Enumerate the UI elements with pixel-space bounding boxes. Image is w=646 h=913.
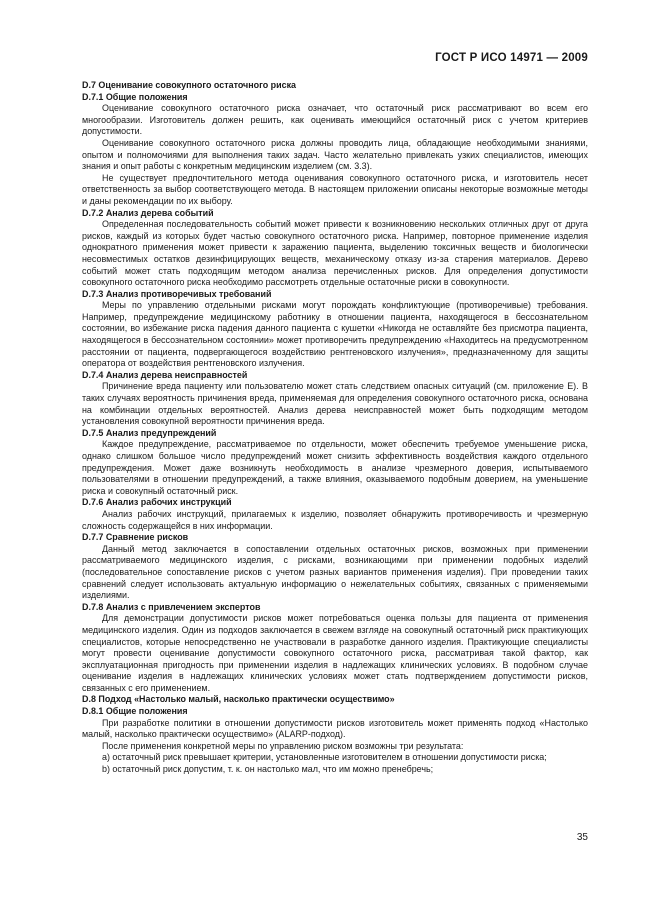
section-heading: D.8 Подход «Настолько малый, насколько практически осуществимо» xyxy=(82,694,395,705)
section-heading: D.7.5 Анализ предупреждений xyxy=(82,427,217,438)
section-heading: D.7.2 Анализ дерева событий xyxy=(82,207,214,218)
paragraph: Анализ рабочих инструкций, прилагаемых к изделию, позволяет обнаружить противоречивость и чрезмерную сложность содержащейся в них информации. xyxy=(82,508,588,531)
paragraph: Оценивание совокупного остаточного риска означает, что остаточный риск рассматривают во всем его многообразии. Изготовитель должен решить, как оценивать имеющийся остаточный риск с учетом критериев допустимости. xyxy=(82,103,588,137)
paragraph: Причинение вреда пациенту или пользователю может стать следствием опасных ситуаций (см. приложение Е). В таких случаях вероятность причинения вреда, применяемая для определения совокупного остаточного риска, основана на комбинации отдельных вероятностей. Анализ дерева неисправностей может быть подходящим методом установления совокупной вероятности причинения вреда. xyxy=(82,381,588,427)
list-item: b) остаточный риск допустим, т. к. он настолько мал, что им можно пренебречь; xyxy=(102,764,434,775)
section-heading: D.7.7 Сравнение рисков xyxy=(82,532,189,543)
paragraph: Меры по управлению отдельными рисками могут порождать конфликтующие (противоречивые) требования. Например, предупреждение медицинскому работнику в отношении пациента, находящегося в бессознательном состоянии, во избежание риска падения данного пациента с кушетки «Никогда не оставляйте без присмотра пациента, находящегося в бессознательном состоянии» может противоречить предупреждению «Находитесь на предусмотренном расстоянии от пациента, подвергающегося воздействию рентгеновского излучения», предназначенному для защиты оператора от воздействия рентгеновского излучения. xyxy=(82,300,588,369)
paragraph: Определенная последовательность событий может привести к возникновению нескольких отличных друг от друга рисков, каждый из которых будет частью совокупного остаточного риска. Например, повторное применение изделия однократного применения может привести к заражению пациента, выделению токсичных веществ и биологически несовместимых остатков дезинфицирующих веществ, механическому отказу из-за старения материалов. Дерево событий может стать подходящим методом анализа перечисленных рисков. Для определения допустимости совокупного остаточного риска необходимо рассмотреть отдельные остаточные риски в совокупности. xyxy=(82,219,588,288)
section-heading: D.7.6 Анализ рабочих инструкций xyxy=(82,497,232,508)
paragraph: Каждое предупреждение, рассматриваемое по отдельности, может обеспечить требуемое уменьшение риска, однако слишком большое число предупреждений может снизить эффективность воздействия каждого отдельного предупреждения. Может даже возникнуть необходимость в анализе чрезмерного доверия, испытываемого пользователями в отношении предупреждений, а также влияния, оказываемого подобным доверием, на уменьшение риска и совокупный остаточный риск. xyxy=(82,439,588,496)
section-heading: D.7.8 Анализ с привлечением экспертов xyxy=(82,601,261,612)
section-heading: D.7.3 Анализ противоречивых требований xyxy=(82,288,272,299)
paragraph: Не существует предпочтительного метода оценивания совокупного остаточного риска, и изготовитель несет ответственность за выбор соответствующего метода. В настоящем приложении описаны некоторые возможные методы и даны рекомендации по их выбору. xyxy=(82,172,588,206)
section-heading: D.7 Оценивание совокупного остаточного риска xyxy=(82,80,297,90)
document-header: ГОСТ Р ИСО 14971 — 2009 xyxy=(435,52,588,64)
section-heading: D.7.4 Анализ дерева неисправностей xyxy=(82,369,248,380)
paragraph: При разработке политики в отношении допустимости рисков изготовитель может применять подход «Настолько малый, насколько практически осуществимо» (ALARP-подход). xyxy=(82,717,588,740)
section-heading: D.7.1 Общие положения xyxy=(82,91,188,102)
paragraph: Для демонстрации допустимости рисков может потребоваться оценка пользы для пациента от применения медицинского изделия. Один из подходов заключается в свежем взгляде на совокупный остаточный риск практикующих специалистов, которые непосредственно не участвовали в разработке данного изделия. Практикующие специалисты могут провести оценивание допустимости совокупного остаточного риска, рассматривая такой фактор, как эксплуатационная пригодность при применении изделия в надлежащих клинических условиях. В подобном случае оценивание изделия в надлежащих клинических условиях может стать подтверждением допустимости рисков, связанных с его применением. xyxy=(82,613,588,693)
paragraph: После применения конкретной меры по управлению риском возможны три результата: xyxy=(102,740,464,751)
paragraph: Данный метод заключается в сопоставлении отдельных остаточных рисков, возможных при применении рассматриваемого медицинского изделия, с рисками, возникающими при применении подобных изделий (последовательное сопоставление рисков с учетом разных вариантов применения изделия). При проведении таких сравнений следует использовать актуальную информацию о нежелательных событиях, связанных с применяемыми изделиями. xyxy=(82,543,588,601)
list-item: а) остаточный риск превышает критерии, установленные изготовителем в отношении допустимости риска; xyxy=(102,752,547,763)
section-heading: D.8.1 Общие положения xyxy=(82,706,188,717)
paragraph: Оценивание совокупного остаточного риска должны проводить лица, обладающие необходимыми знаниями, опытом и полномочиями для выполнения таких задач. Часто желательно привлекать узких специалистов, имеющих знания и опыт работы с конкретным медицинским изделием (см. 3.3). xyxy=(82,137,588,172)
document-body xyxy=(82,80,588,776)
page-number: 35 xyxy=(576,832,588,843)
